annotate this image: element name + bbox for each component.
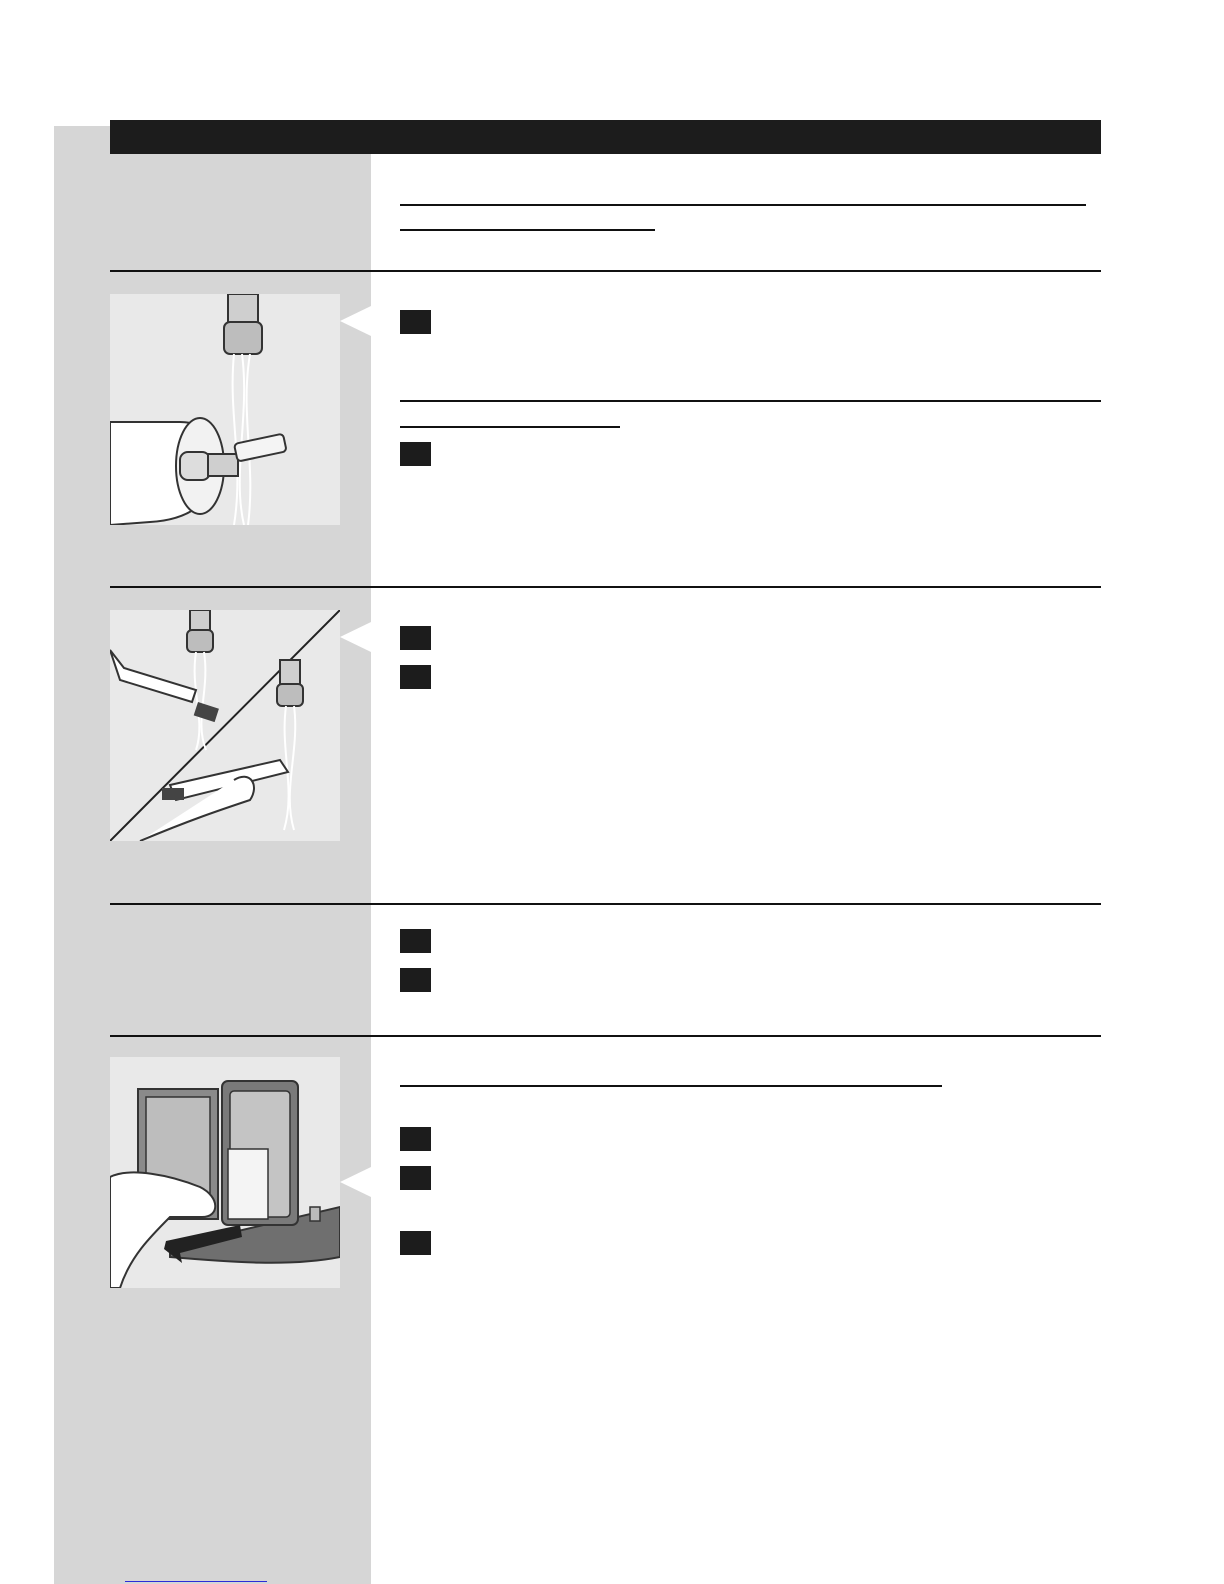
step-number-box [400,1231,431,1255]
footer-link-underline[interactable] [125,1581,267,1582]
section-divider [110,1035,1101,1037]
step-number-box [400,1127,431,1151]
step-number-box [400,665,431,689]
step-number-box [400,442,431,466]
step-number-box [400,1166,431,1190]
section-header-bar [110,120,1101,154]
heading-underline [400,229,655,231]
illustration-rinse-handle [110,294,340,525]
subheading-underline [400,400,1101,402]
step-number-box [400,310,431,334]
callout-pointer [340,622,371,652]
section-divider [110,586,1101,588]
callout-pointer [340,306,371,336]
section-divider [110,270,1101,272]
subheading-underline [400,1085,942,1087]
step-number-box [400,626,431,650]
illustration-rinse-brush-heads [110,610,340,841]
heading-underline [400,204,1086,206]
step-number-box [400,968,431,992]
subheading-underline [400,426,620,428]
section-divider [110,903,1101,905]
callout-pointer [340,1167,371,1197]
step-number-box [400,929,431,953]
illustration-charger-case [110,1057,340,1288]
